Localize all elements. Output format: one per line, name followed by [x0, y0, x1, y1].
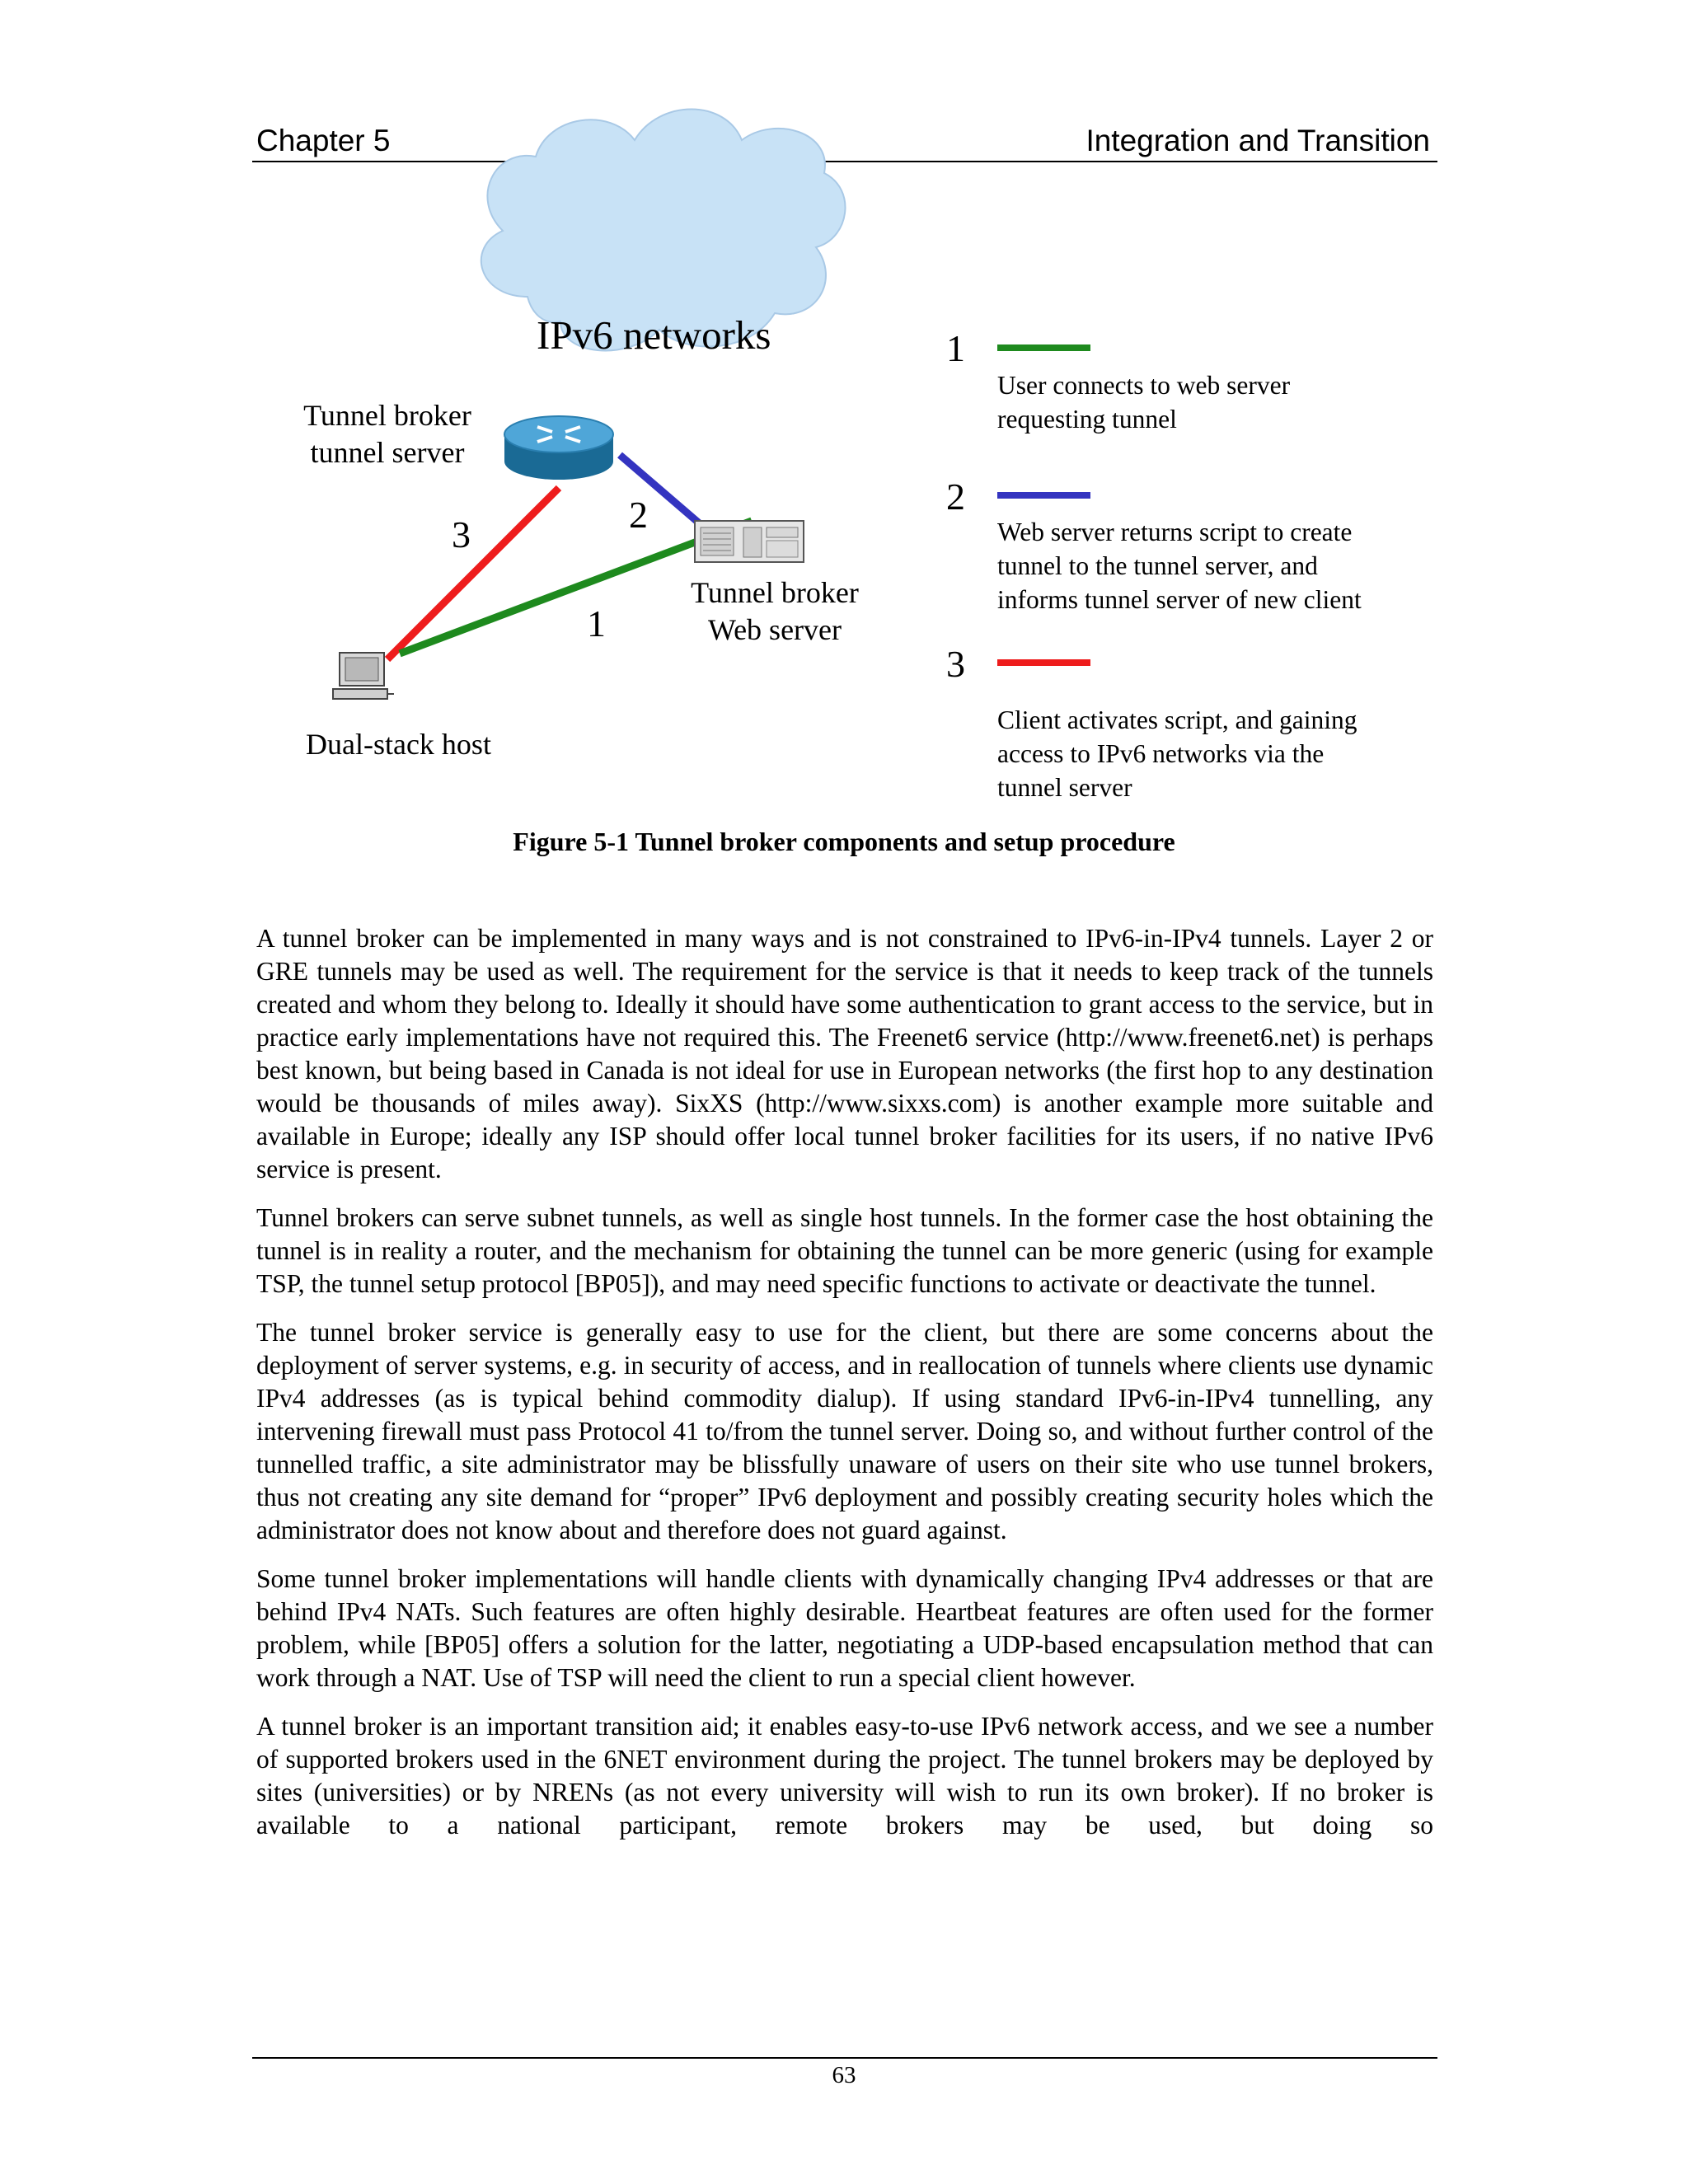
computer-icon	[333, 653, 394, 699]
legend-1-text: User connects to web server requesting tunnel	[997, 371, 1291, 434]
legend-1-number: 1	[946, 327, 965, 369]
body-text	[256, 922, 1433, 1858]
paragraph: Some tunnel broker implementations will handle clients with dynamically changing IPv4 addresses or that are behind IPv4 NATs. Such features are often highly desirable. Heartbeat features are often used for the former problem, while [BP05] offers a solution for the latter, negotiating a UDP-based encapsulation method that can work through a NAT. Use of TSP will need the client to run a special client however.	[256, 1564, 1433, 1692]
link-3-number: 3	[452, 513, 471, 555]
paragraph: Tunnel brokers can serve subnet tunnels, as well as single host tunnels. In the former case the host obtaining the tunnel is in reality a router, and the mechanism for obtaining the tunnel can be more generic (using for example TSP, the tunnel setup protocol [BP05]), and may need specific functions to activate or deactivate the tunnel.	[256, 1203, 1433, 1298]
tunnel-server-label	[280, 397, 495, 471]
cloud-label: IPv6 networks	[537, 312, 771, 358]
legend-2-number: 2	[946, 476, 965, 518]
paragraph: A tunnel broker is an important transition aid; it enables easy-to-use IPv6 network access, and we see a number of supported brokers used in the 6NET environment during the project. The tunnel brokers may be deployed by sites (universities) or by NRENs (as not every university will wish to run its own broker). If no broker is available to a national participant, remote brokers may be used, but doing so	[256, 1712, 1433, 1840]
chapter-header: Chapter 5	[256, 124, 391, 157]
web-server-label-line2: Web server	[707, 613, 842, 646]
legend-3-number: 3	[946, 643, 965, 685]
tunnel-server-label-line1: Tunnel broker	[303, 399, 471, 432]
link-1-number: 1	[587, 602, 606, 644]
legend-3-text: Client activates script, and gaining access to IPv6 networks via the tunnel server	[997, 705, 1357, 802]
page-number: 63	[832, 2062, 856, 2088]
web-server-label	[659, 574, 890, 649]
link-3-line	[387, 488, 559, 659]
router-icon	[504, 416, 613, 480]
web-server-icon	[695, 521, 804, 562]
figure-caption: Figure 5-1 Tunnel broker components and setup procedure	[513, 827, 1175, 856]
diagram-canvas	[0, 0, 1688, 824]
link-2-number: 2	[629, 494, 648, 536]
paragraph: The tunnel broker service is generally easy to use for the client, but there are some concerns about the deployment of server systems, e.g. in security of access, and in reallocation of tunnels where clients use dynamic IPv4 addresses (as is typical behind commodity dialup). If using standard IPv6-in-IPv4 tunnelling, any intervening firewall must pass Protocol 41 to/from the tunnel server. Doing so, and without further control of the tunnelled traffic, a site administrator may be blissfully unaware of users on their site who use tunnel brokers, thus not creating any site demand for “proper” IPv6 deployment and possibly creating security holes which the administrator does not know about and therefore does not guard against.	[256, 1318, 1433, 1544]
section-header: Integration and Transition	[1085, 124, 1430, 157]
figure-tunnel-broker	[0, 0, 1688, 824]
dual-stack-host-label: Dual-stack host	[306, 728, 491, 761]
paragraph: A tunnel broker can be implemented in many ways and is not constrained to IPv6-in-IPv4 tunnels. Layer 2 or GRE tunnels may be used as well. The requirement for the service is that it needs to keep track of the tunnels created and whom they belong to. Ideally it should have some authentication to grant access to the service, but in practice early implementations have not required this. The Freenet6 service (http://www.freenet6.net) is perhaps best known, but being based in Canada is not ideal for use in European networks (the first hop to any destination would be thousands of miles away). SixXS (http://www.sixxs.com) is another example more suitable and available in Europe; ideally any ISP should offer local tunnel broker facilities for its users, if no native IPv6 service is present.	[256, 924, 1433, 1183]
tunnel-server-label-line2: tunnel server	[310, 436, 465, 469]
web-server-label-line1: Tunnel broker	[691, 576, 859, 609]
legend-2-text: Web server returns script to create tunnel to the tunnel server, and informs tunnel server of new client	[997, 518, 1362, 614]
footer-rule	[252, 2057, 1437, 2059]
